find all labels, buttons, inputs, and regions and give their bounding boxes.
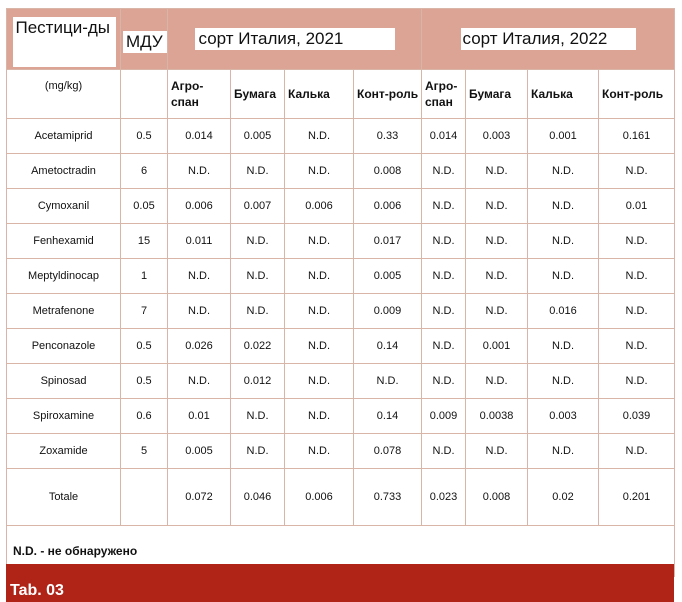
value-2022-control-cell: 0.161 — [599, 119, 675, 154]
total-2022-paper: 0.008 — [466, 469, 528, 526]
value-2022-tracing-cell: N.D. — [528, 154, 599, 189]
mdu-header: МДУ — [123, 31, 167, 53]
total-2021-paper: 0.046 — [231, 469, 285, 526]
total-mdu — [121, 469, 168, 526]
mdu-header-cell — [121, 9, 168, 70]
value-2021-tracing-cell: N.D. — [285, 224, 354, 259]
value-2021-control-cell: 0.008 — [354, 154, 422, 189]
value-2021-control-cell: 0.14 — [354, 399, 422, 434]
value-2021-paper-cell: N.D. — [231, 434, 285, 469]
value-2022-paper-cell: 0.0038 — [466, 399, 528, 434]
total-2021-tracing: 0.006 — [285, 469, 354, 526]
table-row — [7, 329, 675, 364]
value-2022-agrospan-cell: N.D. — [422, 224, 466, 259]
value-2021-control-cell: 0.009 — [354, 294, 422, 329]
total-2022-control: 0.201 — [599, 469, 675, 526]
value-2022-control-cell: N.D. — [599, 294, 675, 329]
method-2021-agrospan: Агро-спан — [168, 70, 231, 119]
value-2022-tracing-cell: N.D. — [528, 189, 599, 224]
value-2022-tracing-cell: 0.016 — [528, 294, 599, 329]
total-2021-agrospan: 0.072 — [168, 469, 231, 526]
table-row — [7, 294, 675, 329]
value-2022-tracing-cell: N.D. — [528, 224, 599, 259]
mdu-value-cell: 6 — [121, 154, 168, 189]
table-row — [7, 434, 675, 469]
value-2021-agrospan-cell: 0.006 — [168, 189, 231, 224]
value-2021-tracing-cell: N.D. — [285, 399, 354, 434]
total-2022-agrospan: 0.023 — [422, 469, 466, 526]
value-2022-control-cell: N.D. — [599, 259, 675, 294]
value-2022-agrospan-cell: N.D. — [422, 434, 466, 469]
value-2021-paper-cell: 0.005 — [231, 119, 285, 154]
value-2022-agrospan-cell: 0.009 — [422, 399, 466, 434]
value-2022-control-cell: 0.039 — [599, 399, 675, 434]
value-2022-control-cell: N.D. — [599, 434, 675, 469]
value-2022-control-cell: N.D. — [599, 329, 675, 364]
pesticide-name-cell: Spiroxamine — [7, 399, 121, 434]
table-row — [7, 119, 675, 154]
value-2021-agrospan-cell: N.D. — [168, 364, 231, 399]
total-2022-tracing: 0.02 — [528, 469, 599, 526]
total-label: Totale — [7, 469, 121, 526]
value-2021-agrospan-cell: N.D. — [168, 154, 231, 189]
value-2022-control-cell: 0.01 — [599, 189, 675, 224]
value-2021-tracing-cell: N.D. — [285, 154, 354, 189]
mdu-value-cell: 0.05 — [121, 189, 168, 224]
value-2021-paper-cell: N.D. — [231, 154, 285, 189]
table-row — [7, 189, 675, 224]
mdu-value-cell: 0.5 — [121, 329, 168, 364]
year-2022-header: сорт Италия, 2022 — [461, 28, 636, 50]
value-2021-tracing-cell: N.D. — [285, 434, 354, 469]
value-2022-paper-cell: 0.001 — [466, 329, 528, 364]
method-2021-tracing: Калька — [285, 70, 354, 119]
table-row — [7, 224, 675, 259]
table-row — [7, 399, 675, 434]
value-2021-agrospan-cell: N.D. — [168, 294, 231, 329]
value-2022-paper-cell: N.D. — [466, 364, 528, 399]
value-2022-tracing-cell: N.D. — [528, 434, 599, 469]
value-2021-tracing-cell: N.D. — [285, 329, 354, 364]
pesticide-name-cell: Meptyldinocap — [7, 259, 121, 294]
pesticide-name-cell: Metrafenone — [7, 294, 121, 329]
value-2021-agrospan-cell: 0.026 — [168, 329, 231, 364]
pesticide-name-cell: Zoxamide — [7, 434, 121, 469]
pesticide-name-cell: Fenhexamid — [7, 224, 121, 259]
value-2022-agrospan-cell: N.D. — [422, 329, 466, 364]
table-subheader-row — [7, 70, 675, 119]
pesticide-name-cell: Penconazole — [7, 329, 121, 364]
mdu-value-cell: 0.6 — [121, 399, 168, 434]
value-2022-tracing-cell: N.D. — [528, 364, 599, 399]
value-2022-control-cell: N.D. — [599, 224, 675, 259]
value-2021-control-cell: 0.017 — [354, 224, 422, 259]
value-2021-agrospan-cell: 0.01 — [168, 399, 231, 434]
year-2021-header: сорт Италия, 2021 — [195, 28, 395, 50]
pesticide-residue-table — [6, 8, 675, 577]
value-2022-paper-cell: N.D. — [466, 294, 528, 329]
pesticide-table-panel — [6, 8, 674, 602]
mdu-value-cell: 15 — [121, 224, 168, 259]
table-caption: Tab. 03 — [10, 582, 64, 599]
year-2022-header-cell — [422, 9, 675, 70]
value-2022-tracing-cell: 0.003 — [528, 399, 599, 434]
method-2022-paper: Бумага — [466, 70, 528, 119]
pesticide-name-cell: Ametoctradin — [7, 154, 121, 189]
table-header-row — [7, 9, 675, 70]
value-2022-agrospan-cell: N.D. — [422, 189, 466, 224]
value-2021-tracing-cell: N.D. — [285, 294, 354, 329]
value-2022-paper-cell: N.D. — [466, 154, 528, 189]
value-2021-agrospan-cell: N.D. — [168, 259, 231, 294]
table-row — [7, 364, 675, 399]
value-2022-control-cell: N.D. — [599, 364, 675, 399]
value-2022-agrospan-cell: N.D. — [422, 259, 466, 294]
pesticide-name-cell: Cymoxanil — [7, 189, 121, 224]
method-2022-tracing: Калька — [528, 70, 599, 119]
value-2021-control-cell: 0.006 — [354, 189, 422, 224]
table-footer-bar — [6, 564, 674, 602]
value-2021-paper-cell: 0.022 — [231, 329, 285, 364]
method-2022-agrospan: Агро-спан — [422, 70, 466, 119]
value-2022-agrospan-cell: N.D. — [422, 154, 466, 189]
value-2021-paper-cell: N.D. — [231, 224, 285, 259]
value-2022-paper-cell: N.D. — [466, 224, 528, 259]
value-2021-tracing-cell: N.D. — [285, 364, 354, 399]
value-2022-agrospan-cell: N.D. — [422, 364, 466, 399]
value-2022-paper-cell: 0.003 — [466, 119, 528, 154]
value-2022-agrospan-cell: N.D. — [422, 294, 466, 329]
value-2021-paper-cell: N.D. — [231, 294, 285, 329]
method-2021-paper: Бумага — [231, 70, 285, 119]
value-2022-paper-cell: N.D. — [466, 434, 528, 469]
mdu-value-cell: 5 — [121, 434, 168, 469]
value-2021-control-cell: 0.005 — [354, 259, 422, 294]
value-2021-tracing-cell: N.D. — [285, 259, 354, 294]
mdu-subheader-blank — [121, 70, 168, 119]
value-2021-paper-cell: 0.012 — [231, 364, 285, 399]
value-2022-paper-cell: N.D. — [466, 189, 528, 224]
value-2021-agrospan-cell: 0.011 — [168, 224, 231, 259]
value-2021-control-cell: N.D. — [354, 364, 422, 399]
mdu-value-cell: 7 — [121, 294, 168, 329]
value-2021-control-cell: 0.33 — [354, 119, 422, 154]
pesticides-header: Пестици-ды — [13, 17, 116, 67]
unit-label: (mg/kg) — [7, 70, 121, 119]
value-2021-agrospan-cell: 0.014 — [168, 119, 231, 154]
value-2021-control-cell: 0.078 — [354, 434, 422, 469]
method-2021-control: Конт-роль — [354, 70, 422, 119]
value-2021-paper-cell: N.D. — [231, 259, 285, 294]
year-2021-header-cell — [168, 9, 422, 70]
value-2022-paper-cell: N.D. — [466, 259, 528, 294]
value-2022-control-cell: N.D. — [599, 154, 675, 189]
value-2021-paper-cell: N.D. — [231, 399, 285, 434]
method-2022-control: Конт-роль — [599, 70, 675, 119]
value-2021-control-cell: 0.14 — [354, 329, 422, 364]
value-2021-tracing-cell: N.D. — [285, 119, 354, 154]
value-2022-tracing-cell: N.D. — [528, 329, 599, 364]
table-row — [7, 154, 675, 189]
pesticide-name-cell: Acetamiprid — [7, 119, 121, 154]
value-2021-paper-cell: 0.007 — [231, 189, 285, 224]
mdu-value-cell: 0.5 — [121, 119, 168, 154]
value-2022-agrospan-cell: 0.014 — [422, 119, 466, 154]
mdu-value-cell: 0.5 — [121, 364, 168, 399]
value-2021-agrospan-cell: 0.005 — [168, 434, 231, 469]
total-row — [7, 469, 675, 526]
table-row — [7, 259, 675, 294]
total-2021-control: 0.733 — [354, 469, 422, 526]
pesticides-header-cell — [7, 9, 121, 70]
value-2021-tracing-cell: 0.006 — [285, 189, 354, 224]
mdu-value-cell: 1 — [121, 259, 168, 294]
value-2022-tracing-cell: N.D. — [528, 259, 599, 294]
pesticide-name-cell: Spinosad — [7, 364, 121, 399]
value-2022-tracing-cell: 0.001 — [528, 119, 599, 154]
nd-note: N.D. - не обнаружено — [7, 526, 675, 577]
table-body — [7, 119, 675, 469]
